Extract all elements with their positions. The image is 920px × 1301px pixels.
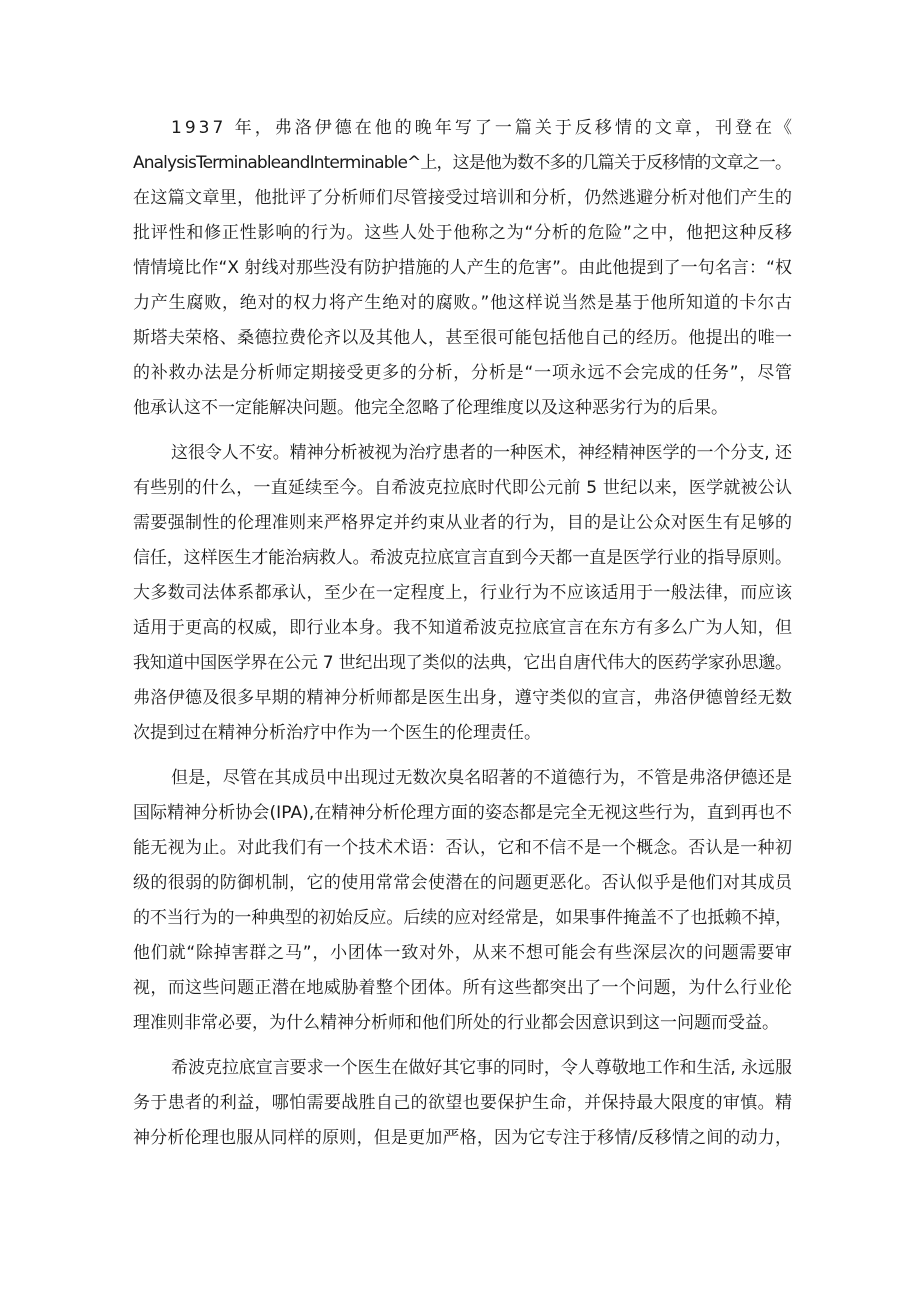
text-line: 力产生腐败，绝对的权力将产生绝对的腐败。”他这样说当然是基于他所知道的卡尔古 xyxy=(133,293,793,313)
text-line: 但是，尽管在其成员中出现过无数次臭名昭著的不道德行为，不管是弗洛伊德还是 xyxy=(171,768,793,788)
text-line: 次提到过在精神分析治疗中作为一个医生的伦理责任。 xyxy=(133,723,541,743)
text-line: 神分析伦理也服从同样的原则，但是更加严格，因为它专注于移情/反移情之间的动力， xyxy=(133,1128,793,1148)
text-line: 他承认这不一定能解决问题。他完全忽略了伦理维度以及这种恶劣行为的后果。 xyxy=(133,398,728,418)
text-line: 斯塔夫荣格、桑德拉费伦齐以及其他人，甚至很可能包括他自己的经历。他提出的唯一 xyxy=(133,328,793,348)
text-line: 适用于更高的权威，即行业本身。我不知道希波克拉底宣言在东方有多么广为人知，但 xyxy=(133,618,793,638)
text-line: 1937 年，弗洛伊德在他的晚年写了一篇关于反移情的文章，刊登在《 xyxy=(171,118,795,138)
text-line: 有些别的什么，一直延续至今。自希波克拉底时代即公元前 5 世纪以来，医学就被公认 xyxy=(133,478,793,498)
text-line: 务于患者的利益，哪怕需要战胜自己的欲望也要保护生命，并保持最大限度的审慎。精 xyxy=(133,1093,793,1113)
text-line: 我知道中国医学界在公元 7 世纪出现了类似的法典，它出自唐代伟大的医药学家孙思邈。 xyxy=(133,653,792,673)
text-line: 情情境比作“X 射线对那些没有防护措施的人产生的危害”。由此他提到了一句名言：“权 xyxy=(133,258,793,278)
text-line: 弗洛伊德及很多早期的精神分析师都是医生出身，遵守类似的宣言，弗洛伊德曾经无数 xyxy=(133,688,793,708)
text-line: 国际精神分析协会(IPA),在精神分析伦理方面的姿态都是完全无视这些行为，直到再也不 xyxy=(133,803,793,823)
text-line: 级的很弱的防御机制，它的使用常常会使潜在的问题更恶化。否认似乎是他们对其成员 xyxy=(133,873,793,893)
text-line: 大多数司法体系都承认，至少在一定程度上，行业行为不应该适用于一般法律，而应该 xyxy=(133,583,793,603)
text-line: 理准则非常必要，为什么精神分析师和他们所处的行业都会因意识到这一问题而受益。 xyxy=(133,1013,779,1033)
text-line: AnalysisTerminableandInterminable^上，这是他为数不多的几篇关于反移情的文章之一。 xyxy=(133,153,792,173)
text-line: 信任，这样医生才能治病救人。希波克拉底宣言直到今天都一直是医学行业的指导原则。 xyxy=(133,548,792,568)
text-line: 需要强制性的伦理准则来严格界定并约束从业者的行为，目的是让公众对医生有足够的 xyxy=(133,513,793,533)
text-line: 这很令人不安。精神分析被视为治疗患者的一种医术，神经精神医学的一个分支, 还 xyxy=(171,443,792,463)
text-line: 希波克拉底宣言要求一个医生在做好其它事的同时，令人尊敬地工作和生活, 永远服 xyxy=(171,1058,792,1078)
text-line: 能无视为止。对此我们有一个技术术语：否认，它和不信不是一个概念。否认是一种初 xyxy=(133,838,793,858)
text-line: 的不当行为的一种典型的初始反应。后续的应对经常是，如果事件掩盖不了也抵赖不掉， xyxy=(133,908,792,928)
text-line: 的补救办法是分析师定期接受更多的分析，分析是“一项永远不会完成的任务”，尽管 xyxy=(133,363,793,383)
text-line: 他们就“除掉害群之马”，小团体一致对外，从来不想可能会有些深层次的问题需要审 xyxy=(133,943,793,963)
text-line: 视，而这些问题正潜在地威胁着整个团体。所有这些都突出了一个问题，为什么行业伦 xyxy=(133,978,793,998)
text-line: 批评性和修正性影响的行为。这些人处于他称之为“分析的危险”之中，他把这种反移 xyxy=(133,223,793,243)
text-line: 在这篇文章里，他批评了分析师们尽管接受过培训和分析，仍然逃避分析对他们产生的 xyxy=(133,188,793,208)
